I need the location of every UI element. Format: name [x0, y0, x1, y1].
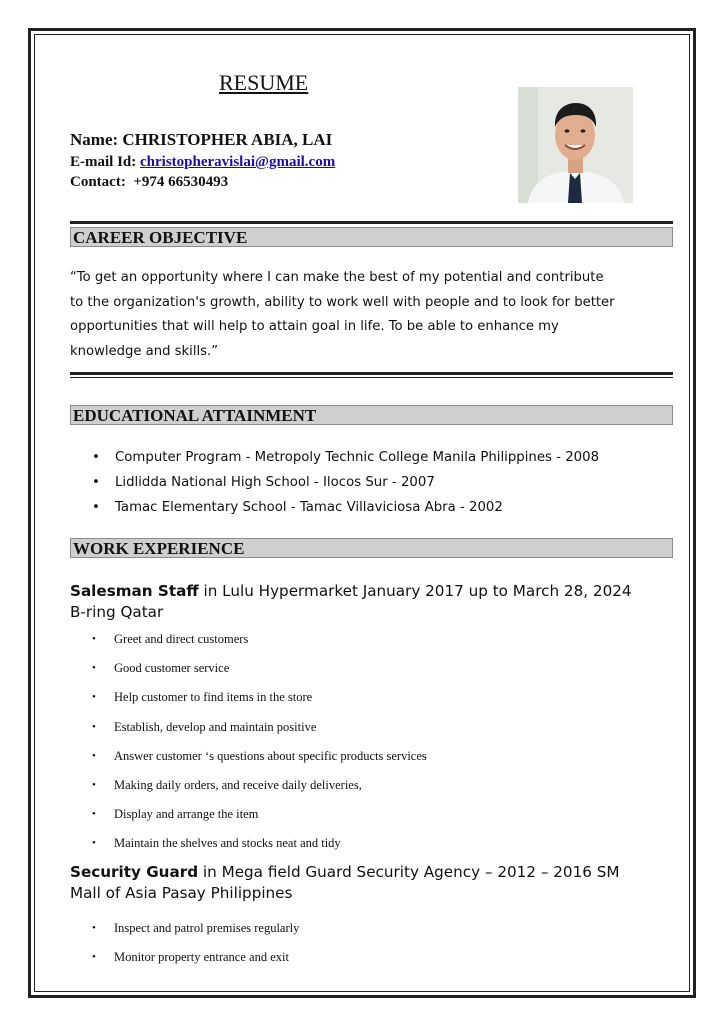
- duty-list-salesman: [70, 631, 670, 865]
- resume-title: RESUME: [219, 70, 309, 95]
- list-item: • Answer customer ‘s questions about specific products services: [92, 748, 427, 763]
- job-role: Security Guard: [70, 863, 199, 881]
- name-value: CHRISTOPHER ABIA, LAI: [122, 130, 333, 149]
- list-item: • Good customer service: [92, 661, 230, 676]
- bullet-icon: •: [92, 450, 100, 465]
- job-title-security-guard: [70, 862, 670, 904]
- email-label: E-mail Id:: [70, 154, 137, 170]
- list-item: • Monitor property entrance and exit: [92, 950, 289, 965]
- section-header-education: [70, 405, 673, 425]
- objective-line: opportunities that will help to attain goal in life. To be able to enhance my: [70, 319, 559, 334]
- job-title-salesman: [70, 581, 670, 623]
- list-item: • Computer Program - Metropoly Technic College Manila Philippines - 2008: [70, 448, 670, 473]
- objective-line: knowledge and skills.”: [70, 343, 219, 359]
- profile-photo: [518, 87, 633, 203]
- objective-line: to the organization's growth, ability to work well with people and to look for better: [70, 294, 615, 310]
- job-details: in Lulu Hypermarket January 2017 up to March 28, 2024: [198, 582, 632, 600]
- job-role: Salesman Staff: [70, 582, 199, 600]
- contact-line: [70, 174, 335, 191]
- job-location: B-ring Qatar: [70, 603, 164, 621]
- bullet-icon: •: [92, 837, 96, 850]
- bullet-icon: •: [92, 778, 96, 791]
- list-item: • Display and arrange the item: [92, 807, 259, 822]
- job-location: Mall of Asia Pasay Philippines: [70, 884, 293, 902]
- bullet-icon: •: [92, 922, 96, 934]
- name-line: [70, 130, 335, 150]
- bullet-icon: •: [92, 951, 96, 964]
- bullet-icon: •: [92, 662, 96, 675]
- bullet-icon: •: [92, 808, 96, 821]
- divider-objective-thin: [70, 377, 673, 378]
- work-experience-heading: WORK EXPERIENCE: [73, 539, 245, 558]
- name-label: Name:: [70, 130, 119, 149]
- contact-value: +974 66530493: [133, 174, 229, 190]
- divider-top-thick: [70, 221, 673, 224]
- divider-objective-thick: [70, 372, 673, 375]
- bullet-icon: •: [92, 475, 100, 490]
- job-details: in Mega field Guard Security Agency – 2012 – 2016 SM: [198, 863, 620, 881]
- section-header-career-objective: [70, 227, 673, 247]
- duty-list-security-guard: [70, 920, 670, 978]
- education-heading: EDUCATIONAL ATTAINMENT: [73, 406, 317, 425]
- contact-block: [70, 130, 335, 194]
- email-line: [70, 154, 335, 171]
- list-item: • Lidlidda National High School - Ilocos Sur - 2007: [70, 473, 670, 498]
- list-item: • Establish, develop and maintain positive: [92, 719, 317, 734]
- career-objective-heading: CAREER OBJECTIVE: [73, 228, 248, 247]
- bullet-icon: •: [92, 691, 96, 704]
- list-item: • Making daily orders, and receive daily deliveries,: [92, 777, 362, 792]
- contact-label: Contact:: [70, 174, 126, 190]
- email-link[interactable]: christopheravislai@gmail.com: [140, 154, 336, 170]
- list-item: • Greet and direct customers: [92, 632, 249, 646]
- objective-line: “To get an opportunity where I can make the best of my potential and contribute: [70, 270, 604, 285]
- career-objective-text: [70, 266, 670, 364]
- bullet-icon: •: [92, 749, 96, 762]
- list-item: • Inspect and patrol premises regularly: [92, 921, 300, 935]
- bullet-icon: •: [92, 500, 100, 515]
- bullet-icon: •: [92, 720, 96, 733]
- list-item: • Maintain the shelves and stocks neat and tidy: [92, 836, 341, 851]
- education-list: [70, 448, 670, 523]
- list-item: • Tamac Elementary School - Tamac Villaviciosa Abra - 2002: [70, 498, 670, 523]
- list-item: • Help customer to find items in the store: [92, 690, 313, 705]
- section-header-work-experience: [70, 538, 673, 558]
- bullet-icon: •: [92, 633, 96, 645]
- profile-photo-illustration: [518, 87, 633, 203]
